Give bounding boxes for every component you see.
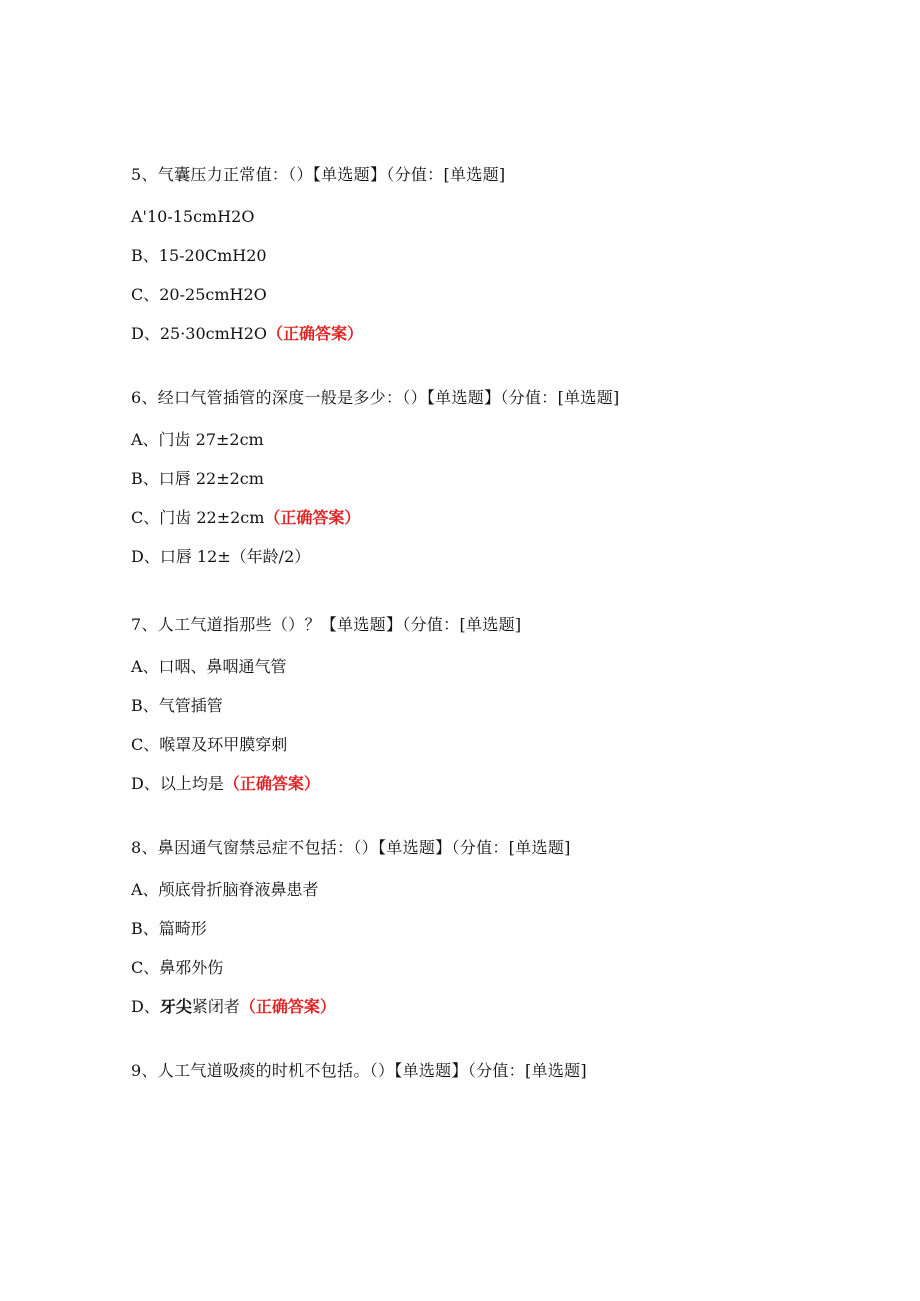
option-text: B、口唇 22±2cm (131, 469, 264, 488)
question-title: 6、经口气管插管的深度一般是多少：（）【单选题】（分值：[单选题] (131, 388, 620, 407)
question-9 (131, 1059, 831, 1083)
option-text: D、口唇 12±（年龄/2） (131, 547, 311, 566)
option-text: C、鼻邪外伤 (131, 958, 224, 977)
option-text: C、喉罩及环甲膜穿刺 (131, 735, 288, 754)
question-title: 5、气囊压力正常值：（）【单选题】（分值：[单选题] (131, 165, 506, 184)
option-b (131, 244, 831, 268)
option-text: B、气管插管 (131, 696, 223, 715)
option-text-suffix: 紧闭者 (191, 997, 240, 1016)
option-list (131, 655, 831, 796)
option-list (131, 878, 831, 1019)
option-text-prefix: D、 (131, 997, 160, 1016)
option-text: D、以上均是 (131, 774, 224, 793)
option-b (131, 467, 831, 491)
option-text: B、15-20CmH20 (131, 246, 267, 265)
correct-answer-mark: （正确答案） (223, 774, 320, 793)
option-text: A'10-15cmH2O (131, 207, 255, 226)
correct-answer-mark: （正确答案） (267, 324, 364, 343)
option-c (131, 283, 831, 307)
option-b (131, 917, 831, 941)
option-d (131, 995, 831, 1019)
option-a (131, 878, 831, 902)
option-text: A、口咽、鼻咽通气管 (131, 657, 287, 676)
option-b (131, 694, 831, 718)
option-text: A、门齿 27±2cm (131, 430, 264, 449)
option-c (131, 733, 831, 757)
option-text-bold: 牙尖 (159, 997, 192, 1016)
option-text: D、25·30cmH2O (131, 324, 268, 343)
option-a (131, 655, 831, 679)
question-8 (131, 836, 831, 1019)
option-list (131, 205, 831, 346)
option-c (131, 506, 831, 530)
question-6 (131, 386, 831, 569)
option-text: C、20-25cmH2O (131, 285, 267, 304)
option-list (131, 428, 831, 569)
question-5 (131, 163, 831, 346)
correct-answer-mark: （正确答案） (239, 997, 336, 1016)
option-d (131, 545, 831, 569)
correct-answer-mark: （正确答案） (264, 508, 361, 527)
option-c (131, 956, 831, 980)
option-text: A、颅底骨折脑脊液鼻患者 (131, 880, 319, 899)
option-d (131, 772, 831, 796)
option-a (131, 205, 831, 229)
option-d (131, 322, 831, 346)
option-text: C、门齿 22±2cm (131, 508, 265, 527)
option-text: B、篇畸形 (131, 919, 207, 938)
question-title: 9、人工气道吸痰的时机不包括。（）【单选题】（分值：[单选题] (131, 1061, 587, 1080)
question-title: 7、人工气道指那些（）？【单选题】（分值：[单选题] (131, 615, 522, 634)
option-a (131, 428, 831, 452)
question-7 (131, 613, 831, 796)
question-title: 8、鼻因通气窗禁忌症不包括：（）【单选题】（分值：[单选题] (131, 838, 571, 857)
